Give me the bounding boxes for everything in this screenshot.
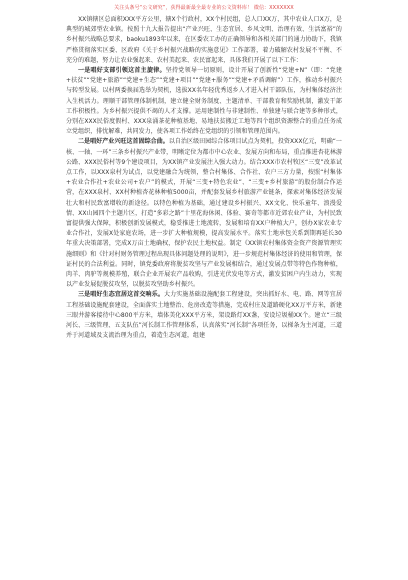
paragraph-heading: 三是唱好生态宜居这首交响乐。 <box>78 291 164 299</box>
paragraph-text: XX镇辖区总面积XXX平方公里，辖X个行政村，XX个村民组，总人口XX万，其中农业人口X万，是典型的城郊型农业镇。按照十九大报告提出“产业兴旺、生态宜居、乡风文明、治理有效、生活富裕”的乡村振兴战略总要求，baoku1893年以来，在区委农工办的正确领导和各相关部门的通力协助下，我镇严格贯彻落实区委、区政府《关于乡村振兴战略的实施意见》工作部署，着力破解农村发展不平衡、不充分的难题，努力让农业强起来、农村美起来、农民富起来，具体我们开展了以下工作： <box>66 16 342 64</box>
document-body <box>66 15 342 342</box>
paragraph-ecology <box>66 290 342 341</box>
paragraph-text: 坚持党领导一切原则，设计开展了创新性“党建+N”（即：“党建+扶贫”“党建+旅游”“党建+生态”“党建+项目”“党建+服务”“党建+矛盾调解”）工作，推动乡村振兴与转型发展。以村两委换届选举为契机，选拔XX名年轻优秀返乡人才进入村干部队伍，为村集体经济注入生机活力。理顺干部管理体制机制，建立健全财务制度、主题清单、干部教育和奖励机制，激发干部工作积极性。为乡村振兴提供不竭的人才支撑。运用建制性与非建制性、单独建与联合建等多种形式，分别在XXX民俗度假村、XXX泉涌茶花种植基地、易地扶贫搬迁工地等四个组织资源整合的重点任务成立党组织，排忧解难，共同发力，使各项工作始终在党组织的引领和管理范围内。 <box>66 67 343 136</box>
paragraph-heading: 二是唱好产业兴旺这首固综合曲。 <box>78 138 169 146</box>
paragraph-text: 大力实施基础设施配套工程建设，突出抓好水、电、路、网等宜居工程基础设施配套建设，全面落实土地整治、危房改造等措施，完成村庄及道路硬化XX万平方米，新建三眼井游客接待中心800平方米，墙体美化XXX平方米，架设路灯XX盏，安设垃圾桶XX个。建立“三级河长、三级管理、五支队伍”河长制工作管理体系，认真落实“河长制”各项任务，以梯条为主河道，三道并于河道域及支流治理为重点，着造生态河道，组建 <box>66 291 342 340</box>
paragraph-party-leadership <box>66 66 342 137</box>
paragraph-industry <box>66 137 342 290</box>
paragraph-intro <box>66 15 342 66</box>
paragraph-text: 以自治区级田园综合体项目试点为契机，投资XXX亿元，明确“一核、一轴、一环”三条乡村振兴产业带，明晰定位为都市中心农业、发展方向和布局，重点推进杏花林游公路、XXX民俗村等9个建设项目，为XX镇产业发展注入强大动力。结合XXX市农村牧区“三变”改革试点工作，以XXX泉村为试点，以党建融合为统领，整合村集体、合作社、农户三方力量，按照“村集体+农业合作社+农业公司+农户”的模式，开展“三变+特色农业”、“三变+乡村旅游”的股份制合作运营，在XXX泉村、XX村种植杏花林种植5000亩，并配套发展乡村旅游产业链条，探索对集体经济发展壮大和村民致富增收的新途径。以特色种植为基础，通过建设乡村振兴、XX文化、快乐童年、浪漫爱情、XX山园四个主题片区，打造“多彩之路”十里花海休闲、体验、赛奇等都市近郊农业产业，为村民致富提供强大保障，积极创新发展模式，稳妥推进土地流转，发展和培育XX户种植大户，创办X家农业专业合作社，发展X处家庭农场，进一步扩大种植规模，提高发展水平。落实土地承包关系到期再延长30年重大决策部署，完成X万亩土地确权，保护农民土地权益。制定《XX镇农村集体资金资产资源管理实施细则》和《针对村财务管理过程出现具体问题处理的说明》，进一步规范村集体经济的使用和管理，保证村民的合法利益。同时，镇党委政府将脱贫攻坚与产业发展相结合，通过发展点带等特色作物种植，肉羊、肉驴等规模养殖，联合企业开展农产品收购，引进光伏发电等方式，激发贫困户内生动力，实现以产业发展促脱贫攻坚，以脱贫攻坚助乡村振兴。 <box>66 138 342 289</box>
header-banner: 关注头条号“公文研究”，获得最新最全最专业的公文资料库！ 微信：XXXXXXX <box>114 5 294 11</box>
paragraph-heading: 一是唱好支部引领这首主旋律。 <box>78 67 166 75</box>
